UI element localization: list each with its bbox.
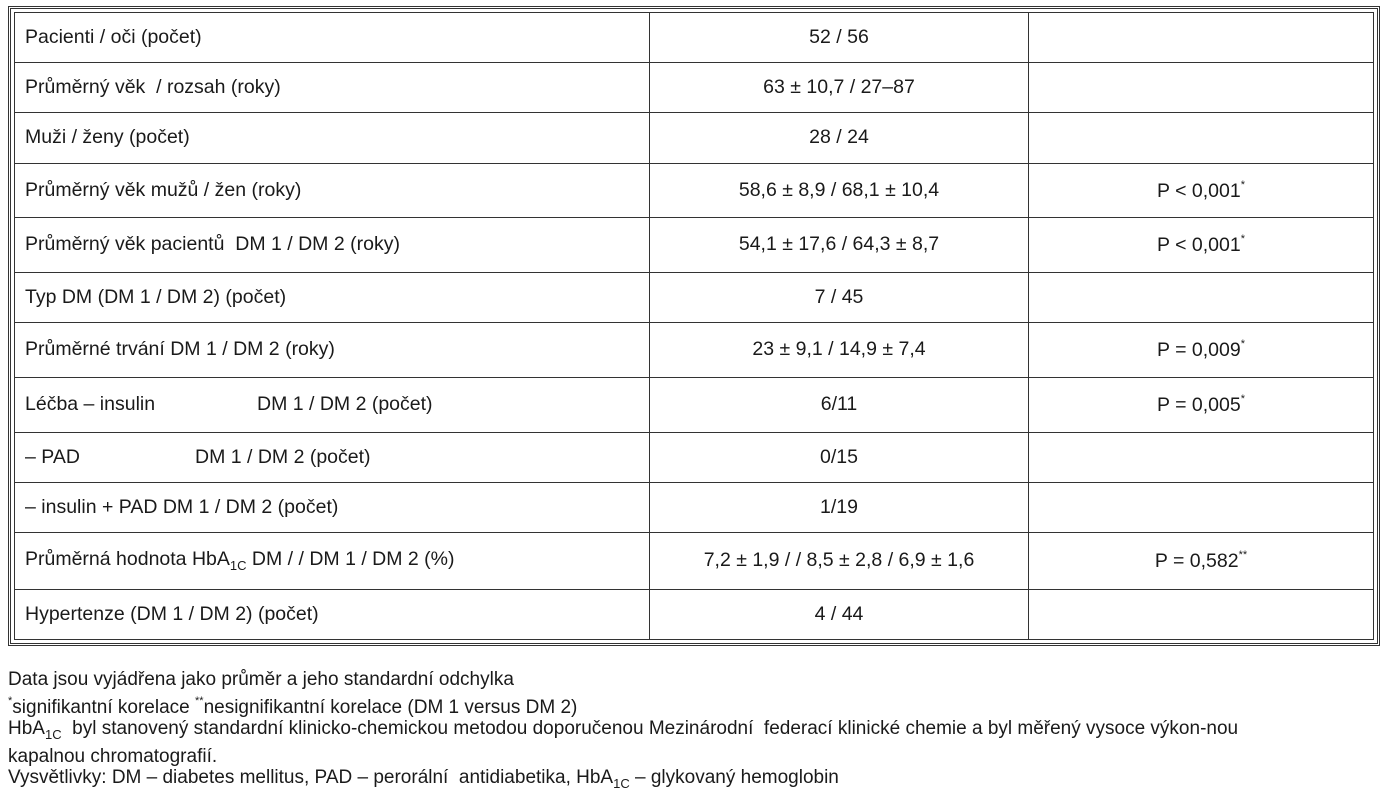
row-value: 7 / 45 xyxy=(650,273,1029,323)
row-p-value xyxy=(1029,13,1374,63)
row-p-value xyxy=(1029,533,1374,590)
row-value: 7,2 ± 1,9 / / 8,5 ± 2,8 / 6,9 ± 1,6 xyxy=(650,533,1029,590)
row-label xyxy=(15,432,650,482)
table-row xyxy=(15,163,1374,218)
p-value-text: P < 0,001 xyxy=(1157,179,1241,202)
hba1c-pre: HbA xyxy=(8,718,45,739)
row-value: 0/15 xyxy=(650,432,1029,482)
table-row xyxy=(15,218,1374,273)
hba1c-label-pre: Průměrná hodnota HbA xyxy=(25,547,230,570)
row-p-value xyxy=(1029,377,1374,432)
row-value: 63 ± 10,7 / 27–87 xyxy=(650,63,1029,113)
row-label: Průměrný věk mužů / žen (roky) xyxy=(15,163,650,218)
row-value: 23 ± 9,1 / 14,9 ± 7,4 xyxy=(650,323,1029,378)
treatment-group-label: DM 1 / DM 2 (počet) xyxy=(195,445,371,468)
footnote-significance xyxy=(8,691,1378,719)
footnote-abbreviations xyxy=(8,767,1378,795)
row-p-value xyxy=(1029,589,1374,639)
hba1c-label-post: DM / / DM 1 / DM 2 (%) xyxy=(246,547,455,570)
footnote-nonsignificant-text: nesignifikantní korelace (DM 1 versus DM 2) xyxy=(203,696,578,718)
row-label: Muži / ženy (počet) xyxy=(15,113,650,163)
significance-mark: * xyxy=(1240,178,1245,191)
significance-mark: * xyxy=(1240,338,1245,351)
treatment-group-label: DM 1 / DM 2 (počet) xyxy=(257,393,433,416)
footnote-significant-text: signifikantní korelace xyxy=(12,696,195,718)
row-label: Průměrné trvání DM 1 / DM 2 (roky) xyxy=(15,323,650,378)
patient-characteristics-table xyxy=(14,12,1374,640)
row-value: 4 / 44 xyxy=(650,589,1029,639)
abbreviations-pre: Vysvětlivky: DM – diabetes mellitus, PAD – perorální antidiabetika, HbA xyxy=(8,767,614,788)
row-p-value xyxy=(1029,273,1374,323)
characteristics-table-frame xyxy=(8,6,1380,646)
row-label xyxy=(15,533,650,590)
row-label: Pacienti / oči (počet) xyxy=(15,13,650,63)
significance-mark: ** xyxy=(1238,549,1248,562)
row-value: 28 / 24 xyxy=(650,113,1029,163)
row-label xyxy=(15,377,650,432)
table-row xyxy=(15,482,1374,532)
table-row xyxy=(15,533,1374,590)
p-value-text: P = 0,009 xyxy=(1157,339,1241,362)
row-label: Typ DM (DM 1 / DM 2) (počet) xyxy=(15,273,650,323)
p-value-text: P = 0,582 xyxy=(1154,550,1239,573)
row-p-value xyxy=(1029,163,1374,218)
table-row xyxy=(15,377,1374,432)
hba1c-subscript: 1C xyxy=(44,727,62,742)
row-p-value xyxy=(1029,218,1374,273)
table-row xyxy=(15,323,1374,378)
row-value: 6/11 xyxy=(650,377,1029,432)
p-value-text: P = 0,005 xyxy=(1157,394,1241,417)
row-value: 52 / 56 xyxy=(650,13,1029,63)
hba1c-subscript: 1C xyxy=(613,776,630,791)
significance-mark: * xyxy=(1240,393,1245,406)
table-row xyxy=(15,589,1374,639)
table-row xyxy=(15,63,1374,113)
table-row xyxy=(15,273,1374,323)
treatment-label: – PAD xyxy=(25,445,80,468)
row-p-value xyxy=(1029,113,1374,163)
row-value: 1/19 xyxy=(650,482,1029,532)
footnote-hba1c-method xyxy=(8,718,1378,767)
hba1c-subscript: 1C xyxy=(229,557,247,573)
footnote-data-description: Data jsou vyjádřena jako průměr a jeho standardní odchylka xyxy=(8,669,514,690)
row-p-value xyxy=(1029,323,1374,378)
table-row xyxy=(15,113,1374,163)
hba1c-method-text: byl stanovený standardní klinicko-chemickou metodou doporučenou Mezinárodní federací klinické chemie a byl měřený vysoce výkon-nou kapalnou chromatografií. xyxy=(8,718,1244,767)
row-p-value xyxy=(1029,482,1374,532)
row-value: 54,1 ± 17,6 / 64,3 ± 8,7 xyxy=(650,218,1029,273)
significance-mark: * xyxy=(1240,233,1245,246)
row-value: 58,6 ± 8,9 / 68,1 ± 10,4 xyxy=(650,163,1029,218)
row-label: Průměrný věk pacientů DM 1 / DM 2 (roky) xyxy=(15,218,650,273)
table-footnotes xyxy=(8,669,1378,795)
row-p-value xyxy=(1029,63,1374,113)
abbreviations-post: – glykovaný hemoglobin xyxy=(629,767,839,788)
row-p-value xyxy=(1029,432,1374,482)
p-value-text: P < 0,001 xyxy=(1157,234,1241,257)
table-row xyxy=(15,13,1374,63)
row-label: – insulin + PAD DM 1 / DM 2 (počet) xyxy=(15,482,650,532)
nonsignificance-mark: ** xyxy=(195,694,204,707)
treatment-label: Léčba – insulin xyxy=(25,393,156,416)
row-label: Hypertenze (DM 1 / DM 2) (počet) xyxy=(15,589,650,639)
row-label: Průměrný věk / rozsah (roky) xyxy=(15,63,650,113)
table-row xyxy=(15,432,1374,482)
significance-mark: * xyxy=(8,694,13,707)
